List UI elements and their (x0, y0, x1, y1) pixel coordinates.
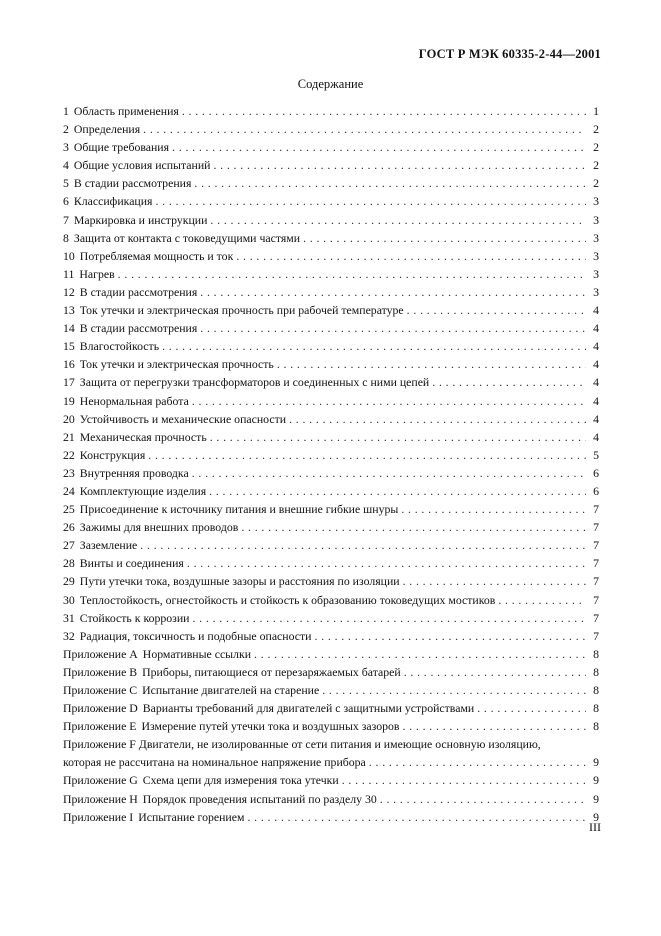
toc-entry[interactable] (63, 138, 599, 156)
toc-entry-number: Приложение А (63, 646, 138, 661)
toc-entry[interactable] (63, 120, 599, 138)
toc-entry-label: Устойчивость и механические опасности (79, 411, 287, 426)
toc-entry-page: 7 (593, 592, 599, 607)
toc-entry-page: 8 (593, 646, 599, 661)
leader-dots (236, 247, 586, 265)
toc-entry-number: 5 (63, 176, 69, 191)
toc-entry-number: 27 (63, 538, 75, 553)
toc-entry-page: 1 (593, 104, 599, 118)
toc-entry-label: Влагостойкость (79, 339, 160, 354)
toc-entry-label: Теплостойкость, огнестойкость и стойкость к образованию токоведущих мостиков (79, 592, 496, 607)
leader-dots (182, 102, 586, 120)
toc-entry-label: Присоединение к источнику питания и внешние гибкие шнуры (79, 502, 399, 517)
toc-entry-number: 10 (63, 248, 75, 263)
toc-entry[interactable] (63, 319, 599, 337)
toc-entry-page: 9 (593, 791, 599, 806)
toc-entry-page: 7 (593, 610, 599, 625)
toc-entry-number: 3 (63, 140, 69, 155)
toc-entry-page: 8 (593, 664, 599, 679)
toc-entry-page: 7 (593, 574, 599, 589)
toc-entry-page: 2 (593, 140, 599, 155)
leader-dots (162, 337, 586, 355)
leader-dots (192, 609, 586, 627)
toc-entry-number: 26 (63, 520, 75, 535)
toc-entry-label: Защита от контакта с токоведущими частями (73, 230, 301, 245)
toc-entry-page: 3 (593, 284, 599, 299)
toc-entry-label: Общие условия испытаний (73, 158, 211, 173)
toc-entry-number: 16 (63, 357, 75, 372)
leader-dots (200, 283, 586, 301)
leader-dots (210, 428, 586, 446)
leader-dots (380, 790, 586, 808)
toc-entry[interactable] (63, 337, 599, 355)
toc-entry-number: Приложение В (63, 664, 138, 679)
leader-dots (403, 717, 587, 735)
toc-entry-number: 17 (63, 375, 75, 390)
toc-entry[interactable] (63, 446, 599, 464)
toc-entry[interactable] (63, 518, 599, 536)
toc-entry-label: Общие требования (73, 140, 170, 155)
page-title: Содержание (297, 77, 364, 91)
toc-entry-label: Порядок проведения испытаний по разделу 30 (142, 791, 377, 806)
leader-dots (118, 265, 586, 283)
toc-entry-page: 4 (593, 375, 599, 390)
toc-entry-page: 4 (593, 411, 599, 426)
toc-entry[interactable] (63, 699, 599, 717)
toc-entry-label: Ненормальная работа (79, 393, 189, 408)
toc-entry[interactable] (63, 392, 599, 410)
toc-entry-label: Радиация, токсичность и подобные опасности (79, 628, 312, 643)
toc-entry-page: 3 (593, 230, 599, 245)
toc-entry-page: 2 (593, 122, 599, 137)
toc-entry-number: 25 (63, 502, 75, 517)
toc-entry-number: 21 (63, 429, 75, 444)
toc-entry-page: 4 (593, 303, 599, 318)
toc-entry[interactable] (63, 229, 599, 247)
toc-entry-f-line1[interactable]: Приложение F Двигатели, не изолированные от сети питания и имеющие основную изоляцию, (63, 737, 541, 752)
toc-entry-label: которая не рассчитана на номинальное напряжение прибора (63, 755, 366, 770)
toc-entry-label: Внутренняя проводка (79, 465, 189, 480)
toc-entry[interactable] (63, 681, 599, 699)
leader-dots (192, 464, 586, 482)
toc-entry[interactable] (63, 265, 599, 283)
leader-dots (401, 500, 586, 518)
toc-entry-label: Испытание горением (138, 809, 245, 824)
toc-entry[interactable] (63, 410, 599, 428)
toc-entry-label: Комплектующие изделия (79, 483, 207, 498)
toc-entry-number: 19 (63, 393, 75, 408)
toc-entry-number: 8 (63, 230, 69, 245)
toc-entry-page: 7 (593, 628, 599, 643)
toc-entry[interactable] (63, 355, 599, 373)
toc-entry-page: 3 (593, 194, 599, 209)
toc-entry-label: Классификация (73, 194, 153, 209)
toc-entry[interactable] (63, 283, 599, 301)
toc-entry-page: 7 (593, 556, 599, 571)
toc-entry-number: 32 (63, 628, 75, 643)
leader-dots (322, 681, 586, 699)
toc-entry-number: 12 (63, 284, 75, 299)
toc-entry-page: 8 (593, 719, 599, 734)
document-header: ГОСТ Р МЭК 60335-2-44—2001 (418, 47, 601, 61)
toc-entry[interactable] (63, 192, 599, 210)
toc-entry-label: В стадии рассмотрения (73, 176, 192, 191)
leader-dots (200, 319, 586, 337)
toc-entry-label: Винты и соединения (79, 556, 184, 571)
leader-dots (140, 536, 586, 554)
toc-entry-label: Приборы, питающиеся от перезаряжаемых батарей (142, 664, 401, 679)
toc-entry-label: Нагрев (79, 266, 115, 281)
toc-entry-number: 2 (63, 122, 69, 137)
toc-entry[interactable] (63, 771, 599, 789)
leader-dots (209, 482, 586, 500)
toc-entry-number: 24 (63, 483, 75, 498)
toc-entry-page: 5 (593, 447, 599, 462)
leader-dots (172, 138, 586, 156)
toc-entry[interactable] (63, 211, 599, 229)
toc-entry[interactable] (63, 717, 599, 735)
leader-dots (254, 645, 586, 663)
toc-entry-label: Измерение путей утечки тока и воздушных зазоров (141, 719, 400, 734)
leader-dots (192, 392, 586, 410)
leader-dots (498, 591, 586, 609)
toc-entry-page: 9 (593, 755, 599, 770)
leader-dots (277, 355, 586, 373)
toc-entry-page: 4 (593, 429, 599, 444)
toc-entry[interactable] (63, 428, 599, 446)
toc-entry-number: 6 (63, 194, 69, 209)
toc-entry[interactable] (63, 572, 599, 590)
toc-entry[interactable] (63, 301, 599, 319)
toc-entry[interactable] (63, 554, 599, 572)
toc-entry[interactable] (63, 247, 599, 265)
toc-entry-number: 15 (63, 339, 75, 354)
leader-dots (403, 572, 586, 590)
toc-entry-page: 3 (593, 248, 599, 263)
toc-entry-number: 4 (63, 158, 69, 173)
toc-entry-number: 1 (63, 104, 69, 118)
toc-entry-page: 7 (593, 520, 599, 535)
toc-entry-page: 8 (593, 701, 599, 716)
leader-dots (143, 120, 586, 138)
leader-dots (369, 753, 586, 771)
toc-entry-number: Приложение I (63, 809, 134, 824)
toc-entry-number: 28 (63, 556, 75, 571)
page-number: III (589, 820, 601, 834)
toc-entry-label: Схема цепи для измерения тока утечки (142, 773, 339, 788)
toc-entry[interactable] (63, 790, 599, 808)
toc-entry[interactable] (63, 645, 599, 663)
toc-entry-number: 11 (63, 266, 75, 281)
toc-entry-label: Потребляемая мощность и ток (79, 248, 234, 263)
toc-entry-page: 3 (593, 266, 599, 281)
toc-entry-label: Определения (73, 122, 141, 137)
toc-entry-label: В стадии рассмотрения (79, 321, 198, 336)
toc-entry-number: Приложение Н (63, 791, 138, 806)
toc-entry-number: Приложение G (63, 773, 138, 788)
toc-entry-page: 4 (593, 339, 599, 354)
leader-dots (342, 771, 586, 789)
toc-entry[interactable] (63, 609, 599, 627)
toc-entry-page: 7 (593, 538, 599, 553)
toc-entry[interactable] (63, 464, 599, 482)
toc-entry-page: 6 (593, 465, 599, 480)
toc-entry-page: 4 (593, 357, 599, 372)
toc-entry-number: 7 (63, 212, 69, 227)
leader-dots (155, 192, 586, 210)
toc-entry-number: Приложение С (63, 683, 138, 697)
toc-entry[interactable] (63, 373, 599, 391)
toc-entry[interactable] (63, 627, 599, 645)
toc-entry-label: Варианты требований для двигателей с защитными устройствами (142, 701, 475, 716)
leader-dots (477, 699, 586, 717)
toc-entry[interactable] (63, 102, 599, 120)
toc-entry-label: Нормативные ссылки (142, 646, 252, 661)
leader-dots (213, 156, 586, 174)
toc-entry[interactable] (63, 663, 599, 681)
toc-entry[interactable] (63, 500, 599, 518)
leader-dots (432, 373, 586, 391)
toc-entry-number: 29 (63, 574, 75, 589)
leader-dots (194, 174, 586, 192)
toc-entry-number: 14 (63, 321, 75, 336)
toc-entry-page: 2 (593, 176, 599, 191)
toc-entry-label: Конструкция (79, 447, 146, 462)
leader-dots (187, 554, 586, 572)
leader-dots (289, 410, 586, 428)
toc-entry-label: Заземление (79, 538, 138, 553)
toc-entry-number: 22 (63, 447, 75, 462)
toc-entry-page: 2 (593, 158, 599, 173)
leader-dots (407, 301, 586, 319)
toc-entry-label: Пути утечки тока, воздушные зазоры и расстояния по изоляции (79, 574, 400, 589)
toc-entry-label: Стойкость к коррозии (79, 610, 190, 625)
toc-entry[interactable] (63, 482, 599, 500)
toc-entry-label: Защита от перегрузки трансформаторов и соединенных с ними цепей (79, 375, 430, 390)
toc-entry-label: Механическая прочность (79, 429, 207, 444)
toc-entry-number: 23 (63, 465, 75, 480)
toc-entry-page: 3 (593, 212, 599, 227)
toc-entry[interactable] (63, 591, 599, 609)
toc-entry[interactable] (63, 174, 599, 192)
toc-entry-page: 6 (593, 483, 599, 498)
toc-entry-number: 31 (63, 610, 75, 625)
leader-dots (303, 229, 586, 247)
leader-dots (404, 663, 586, 681)
toc-entry-page: 4 (593, 321, 599, 336)
toc-entry[interactable] (63, 156, 599, 174)
toc-entry-label: Зажимы для внешних проводов (79, 520, 239, 535)
toc-entry[interactable] (63, 536, 599, 554)
toc-entry-label: Область применения (73, 104, 179, 118)
toc-entry-number: 30 (63, 592, 75, 607)
toc-entry-number: Приложение Е (63, 719, 137, 734)
toc-entry-label: Маркировка и инструкции (73, 212, 208, 227)
toc-entry-number: Приложение D (63, 701, 138, 716)
toc-entry-page: 7 (593, 502, 599, 517)
leader-dots (148, 446, 586, 464)
toc-entry-label: Ток утечки и электрическая прочность при рабочей температуре (79, 303, 404, 318)
toc-entry[interactable] (63, 808, 599, 826)
leader-dots (315, 627, 587, 645)
toc-entry-f-line2[interactable] (63, 753, 599, 771)
toc-entry-page: 8 (593, 683, 599, 697)
toc-entry-label: Испытание двигателей на старение (142, 683, 320, 697)
leader-dots (241, 518, 586, 536)
toc-entry-label: Ток утечки и электрическая прочность (79, 357, 274, 372)
leader-dots (247, 808, 586, 826)
leader-dots (210, 211, 586, 229)
toc-entry-label: В стадии рассмотрения (79, 284, 198, 299)
toc-entry-number: 13 (63, 303, 75, 318)
toc-entry-page: 9 (593, 773, 599, 788)
toc-entry-number: 20 (63, 411, 75, 426)
toc-entry-page: 4 (593, 393, 599, 408)
toc-entry-page: 9 (593, 809, 599, 824)
table-of-contents (63, 102, 599, 826)
